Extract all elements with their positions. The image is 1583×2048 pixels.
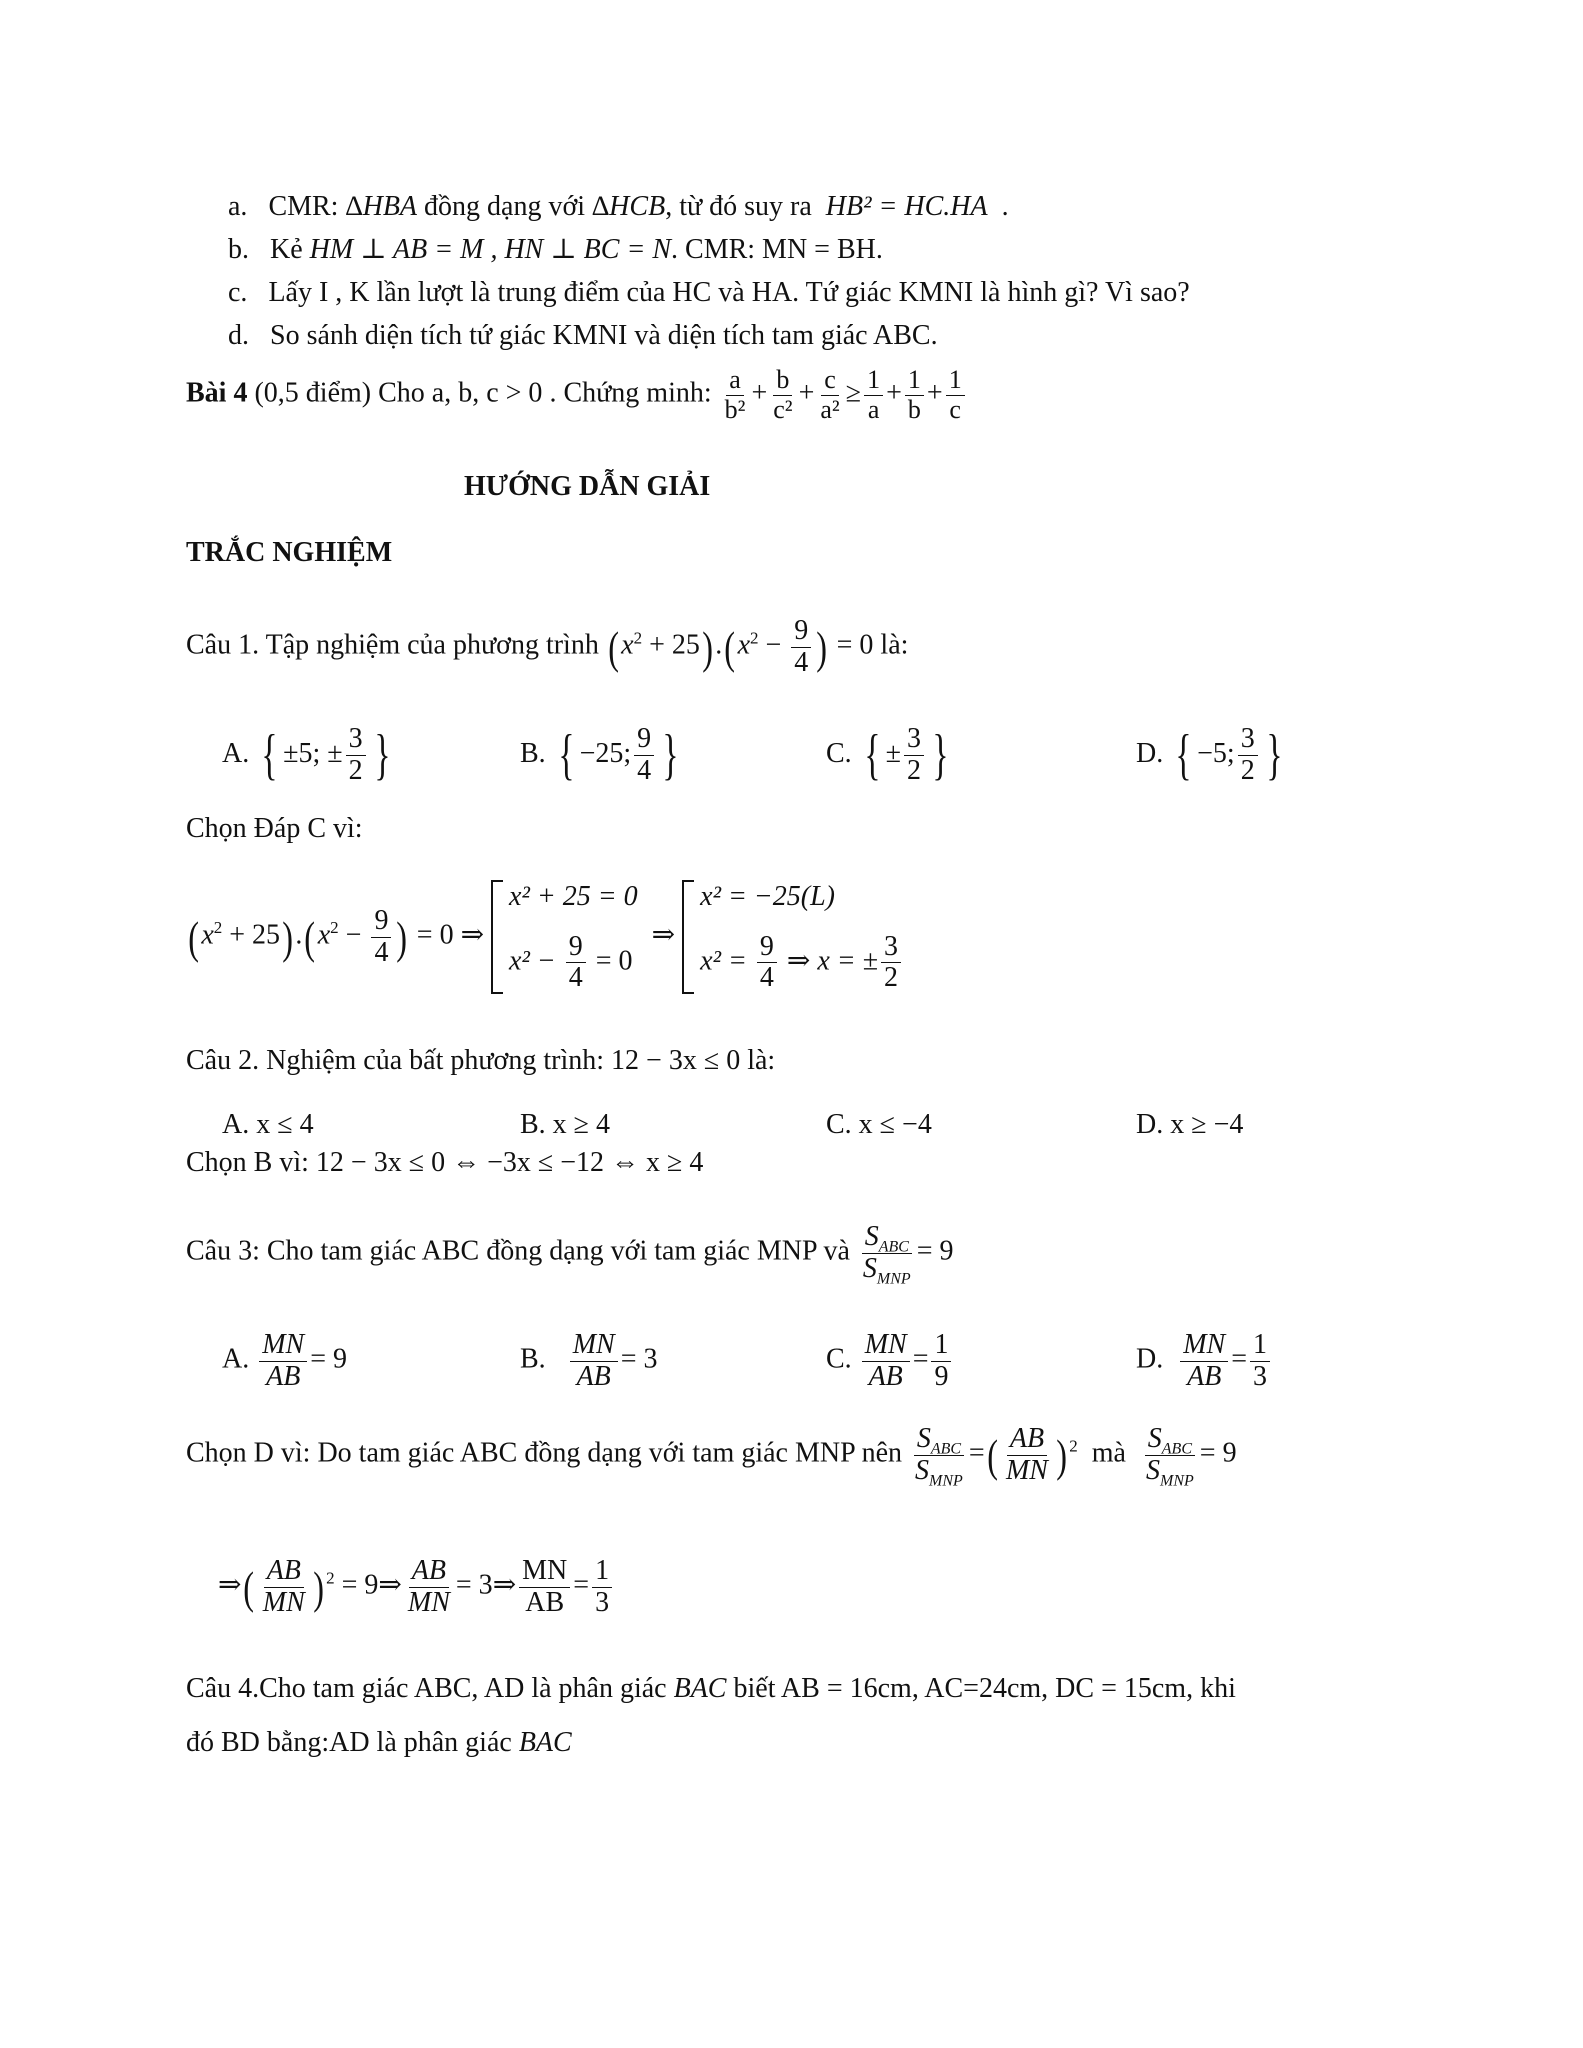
system-1: x² + 25 = 0 x² − $\frac{9}{4}$ = 0	[491, 880, 638, 994]
part-b: b. Kẻ HM ⊥ AB = M , HN ⊥ BC = N. CMR: MN = BH.	[228, 234, 883, 265]
system-2: x² = −25(L) x² = $\frac{9}{4}$ ⇒ x = ± $\frac{3}{2}$	[682, 880, 904, 994]
q1-answer: Chọn Đáp C vì:	[186, 813, 363, 844]
question-1: Câu 1. Tập nghiệm của phương trình $(x^2 + 25).(x^2$ − $\frac{9}{4}$ ) = 0 là:	[186, 615, 909, 678]
frac-c-a2: $\frac{c}{\text{a²}}$	[820, 365, 840, 424]
frac-1-b: $\frac{1}{b}$	[905, 366, 924, 424]
question-4-line-1: Câu 4.Cho tam giác ABC, AD là phân giác BAC biết AB = 16cm, AC=24cm, DC = 15cm, khi	[186, 1673, 1236, 1704]
q1-option-c[interactable]: C. { ± $\frac{3}{2}$ }	[826, 723, 949, 787]
heading-solution: HƯỚNG DẪN GIẢI	[464, 471, 711, 502]
q2-option-a[interactable]: A. x ≤ 4	[222, 1109, 314, 1140]
q1-solution: $(x^2 + 25).(x^2$ − $\frac{9}{4}$ ) = 0 ⇒ x² + 25 = 0 x² − $\frac{9}{4}$ = 0 ⇒ x² = −25(L) x² = $\frac{9}{4}$ ⇒ x = ± $\frac{3}{2}$	[186, 880, 904, 994]
q3-option-c[interactable]: C. $\frac{MN}{AB}$ = $\frac{1}{9}$	[826, 1330, 954, 1393]
q1-option-b[interactable]: B. { −25; $\frac{9}{4}$ }	[520, 723, 679, 787]
problem-4-title: Bài 4	[186, 377, 248, 409]
q2-answer: Chọn B vì: 12 − 3x ≤ 0 ⇔ −3x ≤ −12 ⇔ x ≥ 4	[186, 1147, 704, 1178]
question-2: Câu 2. Nghiệm của bất phương trình: 12 − 3x ≤ 0 là:	[186, 1045, 776, 1076]
q3-answer: Chọn D vì: Do tam giác ABC đồng dạng với tam giác MNP nên $\frac{S_{ABC}}{S_{MNP}}$ =( $\frac{AB}{MN}$ ) $^2$ mà $\frac{S_{ABC}}{S_{MNP}}$ = 9	[186, 1423, 1237, 1490]
q3-option-a[interactable]: A. $\frac{MN}{AB}$ = 9	[222, 1329, 348, 1392]
q3-derivation: ⇒( $\frac{AB}{MN}$ ) $^2$ = 9⇒ $\frac{AB}{MN}$ = 3⇒ $\frac{MN}{AB}$ = $\frac{1}{3}$	[218, 1556, 615, 1619]
problem-4: Bài 4 (0,5 điểm) Cho a, b, c > 0 . Chứng minh: $\frac{a}{\text{b²}}$ + $\frac{b}{\text{c²}}$ + $\frac{c}{\text{a²}}$ ≥ $\frac{1}{a}$ + $\frac{1}{b}$ + $\frac{1}{c}$	[186, 366, 968, 424]
q3-option-d[interactable]: D. $\frac{MN}{AB}$ = $\frac{1}{3}$	[1136, 1330, 1273, 1393]
question-4-line-2: đó BD bằng:AD là phân giác BAC	[186, 1727, 572, 1758]
q1-option-d[interactable]: D. { −5; $\frac{3}{2}$ }	[1136, 723, 1283, 787]
part-a: a. CMR: ∆HBA đồng dạng với ∆HCB, từ đó suy ra HB² = HC.HA .	[228, 191, 1009, 222]
q3-option-b[interactable]: B. $\frac{MN}{AB}$ = 3	[520, 1329, 658, 1392]
frac-1-c: $\frac{1}{c}$	[946, 366, 965, 424]
part-c: c. Lấy I , K lần lượt là trung điểm của HC và HA. Tứ giác KMNI là hình gì? Vì sao?	[228, 277, 1190, 308]
question-3: Câu 3: Cho tam giác ABC đồng dạng với tam giác MNP và $\frac{S_{ABC}}{S_{MNP}}$ = 9	[186, 1221, 954, 1288]
part-a-label: a.	[228, 191, 248, 222]
frac-a-b2: $\frac{a}{\text{b²}}$	[724, 365, 746, 424]
heading-multiple-choice: TRẮC NGHIỆM	[186, 537, 393, 568]
q2-option-c[interactable]: C. x ≤ −4	[826, 1109, 932, 1140]
part-d: d. So sánh diện tích tứ giác KMNI và diện tích tam giác ABC.	[228, 320, 938, 351]
q1-option-a[interactable]: A. { ±5; ± $\frac{3}{2}$ }	[222, 723, 391, 787]
frac-b-c2: $\frac{b}{\text{c²}}$	[773, 365, 793, 424]
q2-option-b[interactable]: B. x ≥ 4	[520, 1109, 611, 1140]
frac-1-a: $\frac{1}{a}$	[864, 366, 883, 424]
q2-option-d[interactable]: D. x ≥ −4	[1136, 1109, 1244, 1140]
